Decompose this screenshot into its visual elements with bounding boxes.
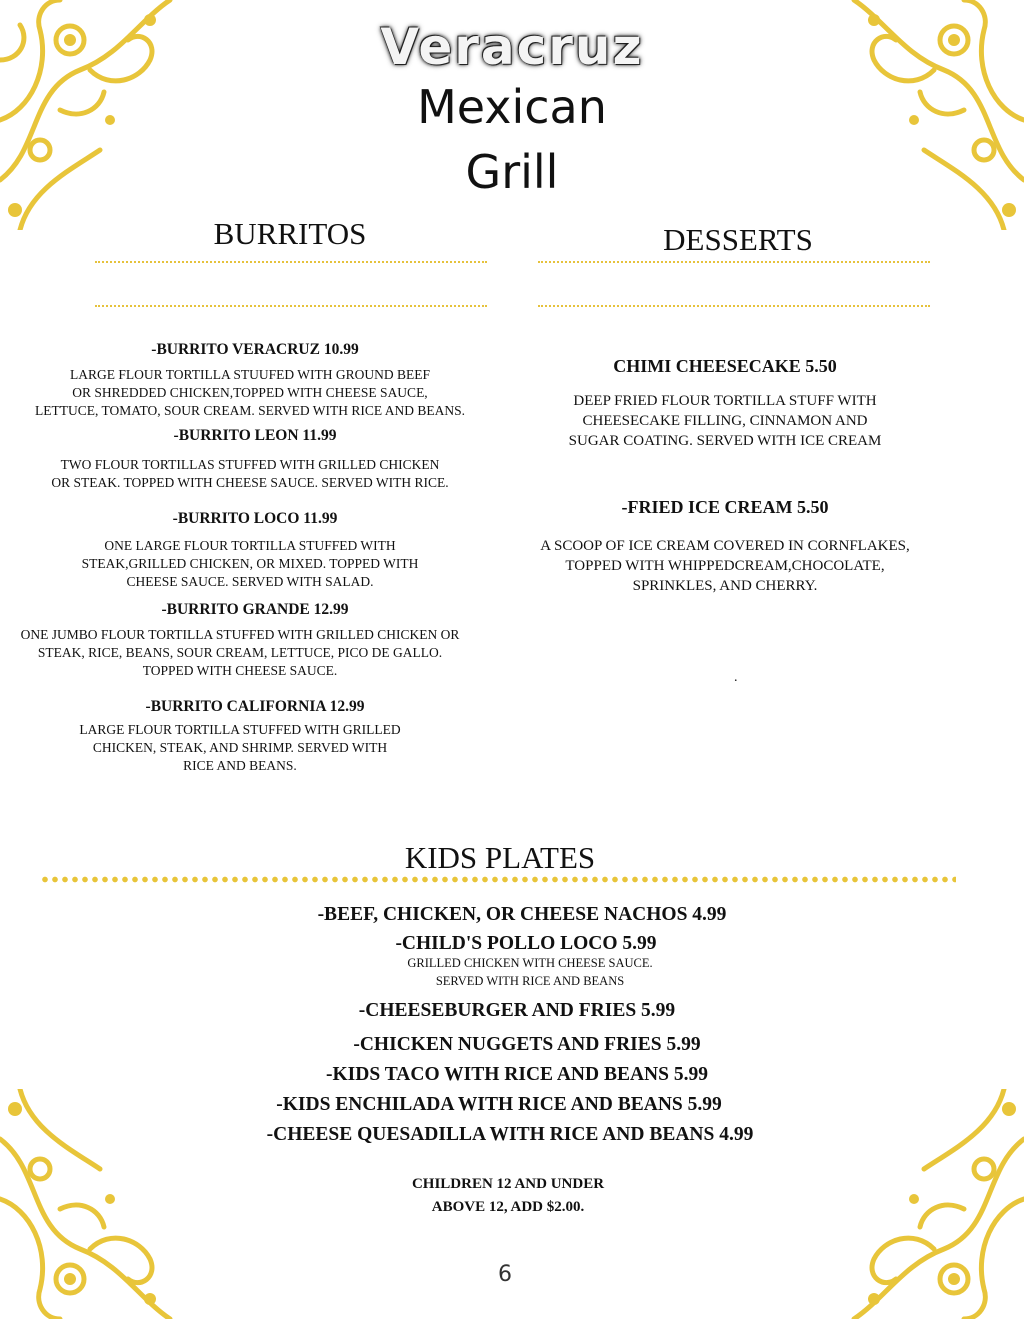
- menu-item-name: -CHEESE QUESADILLA WITH RICE AND BEANS 4.99: [266, 1124, 754, 1145]
- burritos-heading: BURRITOS: [213, 216, 367, 251]
- menu-item-name: -FRIED ICE CREAM 5.50: [621, 497, 829, 517]
- menu-item-name: CHIMI CHEESECAKE 5.50: [613, 356, 837, 376]
- menu-item-name: -CHICKEN NUGGETS AND FRIES 5.99: [353, 1034, 701, 1055]
- divider: [538, 261, 930, 263]
- divider: [40, 876, 956, 883]
- menu-item-description: LARGE FLOUR TORTILLA STUUFED WITH GROUND BEEF OR SHREDDED CHICKEN,TOPPED WITH CHEESE SAUCE, LETTUCE, TOMATO, SOUR CREAM. SERVED WITH RICE AND BEANS.: [35, 367, 465, 418]
- desserts-heading: DESSERTS: [663, 222, 813, 257]
- menu-item-name: -BURRITO GRANDE 12.99: [161, 601, 349, 618]
- menu-item-description: A SCOOP OF ICE CREAM COVERED IN CORNFLAKES, TOPPED WITH WHIPPEDCREAM,CHOCOLATE, SPRINKLES, AND CHERRY.: [540, 538, 910, 594]
- divider: [538, 305, 930, 307]
- restaurant-name: Veracruz: [380, 18, 644, 76]
- menu-item-name: -BURRITO VERACRUZ 10.99: [151, 341, 359, 358]
- menu-item-name: -BURRITO LEON 11.99: [173, 427, 337, 444]
- menu-item-description: ONE LARGE FLOUR TORTILLA STUFFED WITH STEAK,GRILLED CHICKEN, OR MIXED. TOPPED WITH CHEESE SAUCE. SERVED WITH SALAD.: [81, 538, 419, 589]
- divider: [95, 305, 487, 307]
- menu-item-name: -BURRITO CALIFORNIA 12.99: [145, 698, 365, 715]
- kids-plates-heading: KIDS PLATES: [404, 840, 596, 875]
- menu-item-name: -CHEESEBURGER AND FRIES 5.99: [358, 1000, 676, 1021]
- page-number: 6: [498, 1262, 512, 1287]
- restaurant-subtitle-line1: Mexican: [417, 80, 607, 134]
- menu-item-name: -BEEF, CHICKEN, OR CHEESE NACHOS 4.99: [317, 904, 727, 925]
- menu-item-description: GRILLED CHICKEN WITH CHEESE SAUCE. SERVED WITH RICE AND BEANS: [407, 956, 653, 988]
- menu-item-description: DEEP FRIED FLOUR TORTILLA STUFF WITH CHEESECAKE FILLING, CINNAMON AND SUGAR COATING. SERVED WITH ICE CREAM: [568, 393, 882, 449]
- menu-item-name: -CHILD'S POLLO LOCO 5.99: [395, 933, 657, 954]
- menu-item-description: ONE JUMBO FLOUR TORTILLA STUFFED WITH GRILLED CHICKEN OR STEAK, RICE, BEANS, SOUR CREAM, LETTUCE, PICO DE GALLO. TOPPED WITH CHEESE SAUCE.: [20, 627, 460, 678]
- menu-item-description: LARGE FLOUR TORTILLA STUFFED WITH GRILLED CHICKEN, STEAK, AND SHRIMP. SERVED WITH RICE AND BEANS.: [79, 722, 401, 773]
- divider: [95, 261, 487, 263]
- restaurant-subtitle-line2: Grill: [465, 145, 559, 199]
- menu-item-name: -KIDS ENCHILADA WITH RICE AND BEANS 5.99: [276, 1094, 722, 1115]
- menu-item-description: TWO FLOUR TORTILLAS STUFFED WITH GRILLED CHICKEN OR STEAK. TOPPED WITH CHEESE SAUCE. SERVED WITH RICE.: [51, 457, 449, 490]
- stray-mark: .: [734, 670, 738, 685]
- menu-item-name: -KIDS TACO WITH RICE AND BEANS 5.99: [326, 1064, 708, 1085]
- age-note: CHILDREN 12 AND UNDER ABOVE 12, ADD $2.00.: [411, 1176, 605, 1215]
- menu-item-name: -BURRITO LOCO 11.99: [172, 510, 338, 527]
